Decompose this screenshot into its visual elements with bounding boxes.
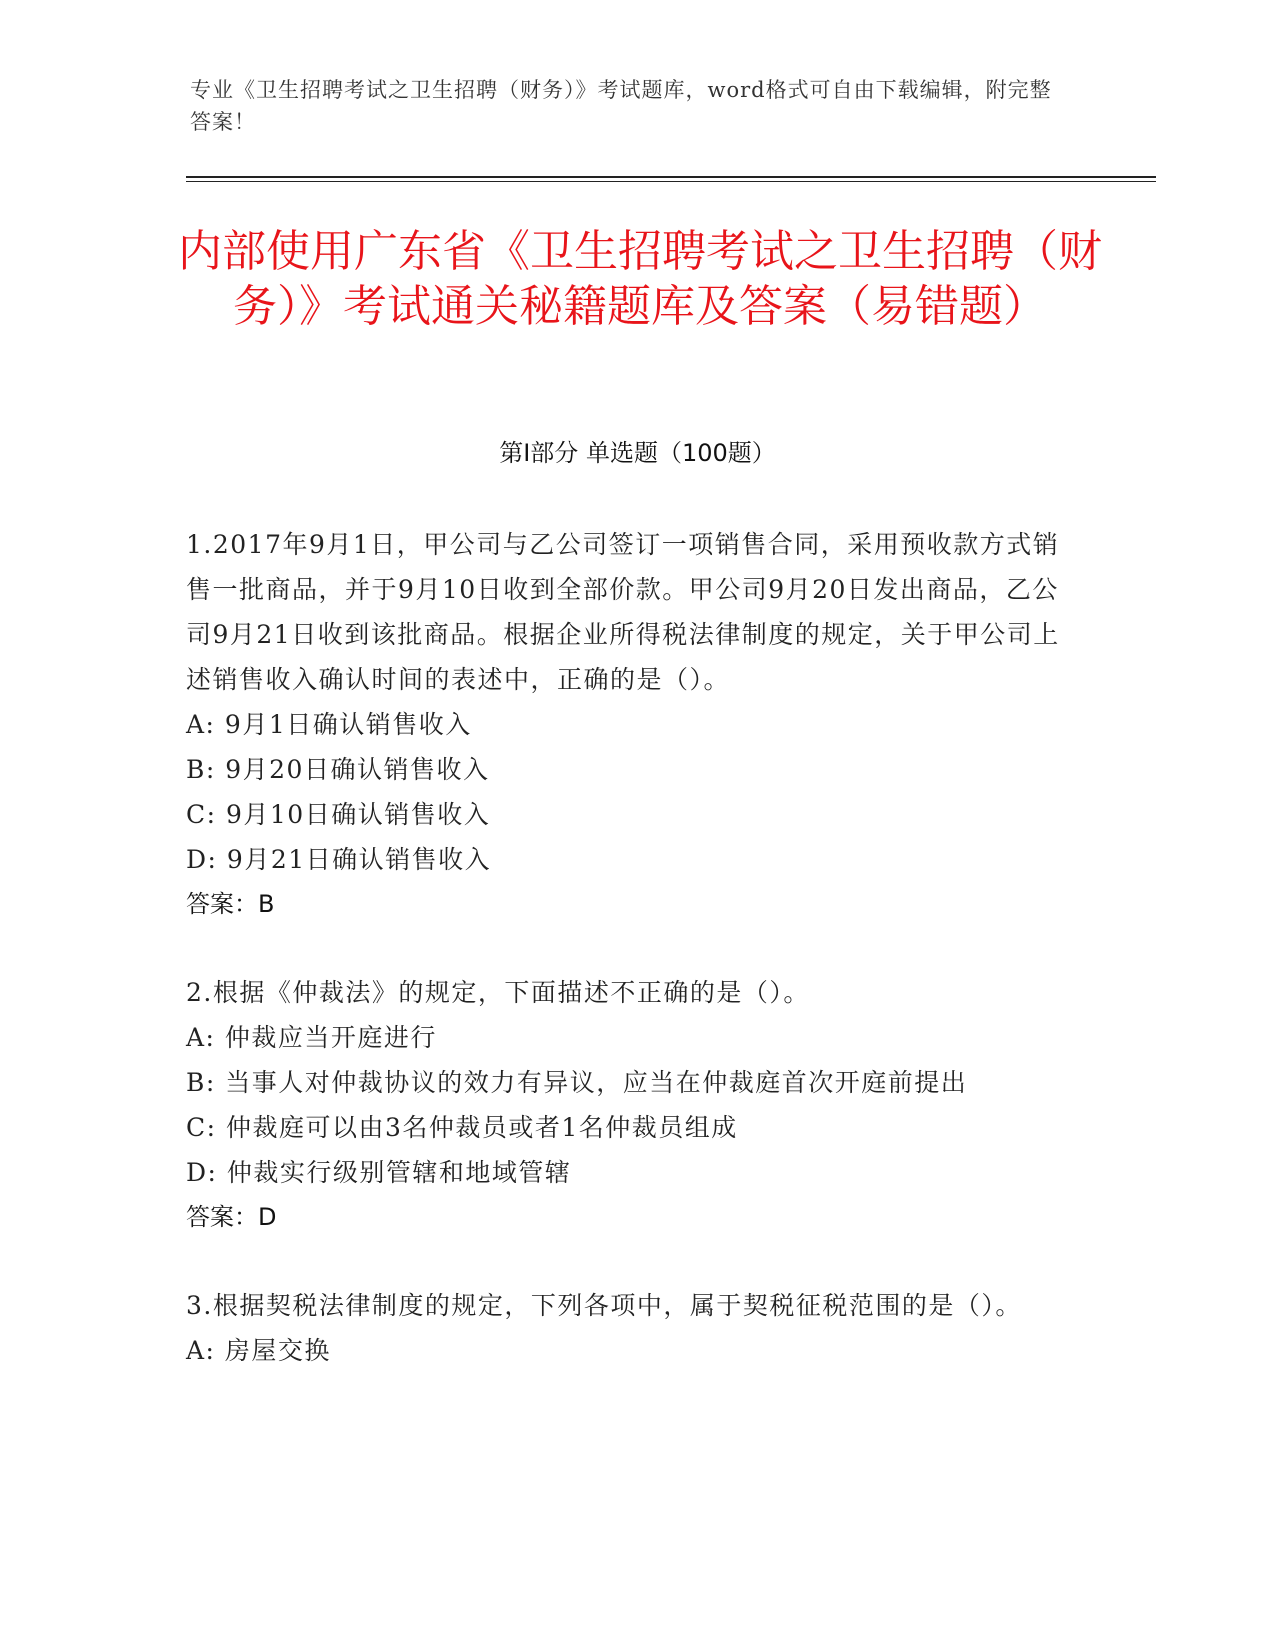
option-a: A: 仲裁应当开庭进行 xyxy=(186,1023,437,1052)
question-stem: 1.2017年9月1日，甲公司与乙公司签订一项销售合同，采用预收款方式销售一批商品，并于9月10日收到全部价款。甲公司9月20日发出商品，乙公司9月21日收到该批商品。根据企业所得税法律制度的规定，关于甲公司上述销售收入确认时间的表述中，正确的是（）。 xyxy=(186,530,1060,694)
option-a: A: 9月1日确认销售收入 xyxy=(186,710,472,739)
document-title: 内部使用广东省《卫生招聘考试之卫生招聘（财务）》考试通关秘籍题库及答案（易错题） xyxy=(178,226,1102,332)
header-divider-thick xyxy=(186,176,1156,178)
question-list xyxy=(186,522,1066,1416)
option-d: D: 仲裁实行级别管辖和地域管辖 xyxy=(186,1158,572,1187)
question-3 xyxy=(186,1283,1066,1373)
header-note: 专业《卫生招聘考试之卫生招聘（财务）》考试题库，word格式可自由下载编辑，附完整答案！ xyxy=(190,78,1052,134)
option-c: C: 仲裁庭可以由3名仲裁员或者1名仲裁员组成 xyxy=(186,1113,738,1142)
answer-line: 答案：B xyxy=(186,890,275,918)
question-stem: 3.根据契税法律制度的规定，下列各项中，属于契税征税范围的是（）。 xyxy=(186,1291,1022,1320)
section-heading: 第I部分 单选题（100题） xyxy=(499,439,776,467)
option-d: D: 9月21日确认销售收入 xyxy=(186,845,492,874)
question-stem: 2.根据《仲裁法》的规定，下面描述不正确的是（）。 xyxy=(186,978,810,1007)
answer-line: 答案：D xyxy=(186,1203,277,1231)
option-b: B: 当事人对仲裁协议的效力有异议，应当在仲裁庭首次开庭前提出 xyxy=(186,1068,968,1097)
question-2 xyxy=(186,970,1066,1240)
option-b: B: 9月20日确认销售收入 xyxy=(186,755,490,784)
option-a: A: 房屋交换 xyxy=(186,1336,331,1365)
header-divider-thin xyxy=(186,181,1156,182)
option-c: C: 9月10日确认销售收入 xyxy=(186,800,491,829)
question-1 xyxy=(186,522,1066,927)
